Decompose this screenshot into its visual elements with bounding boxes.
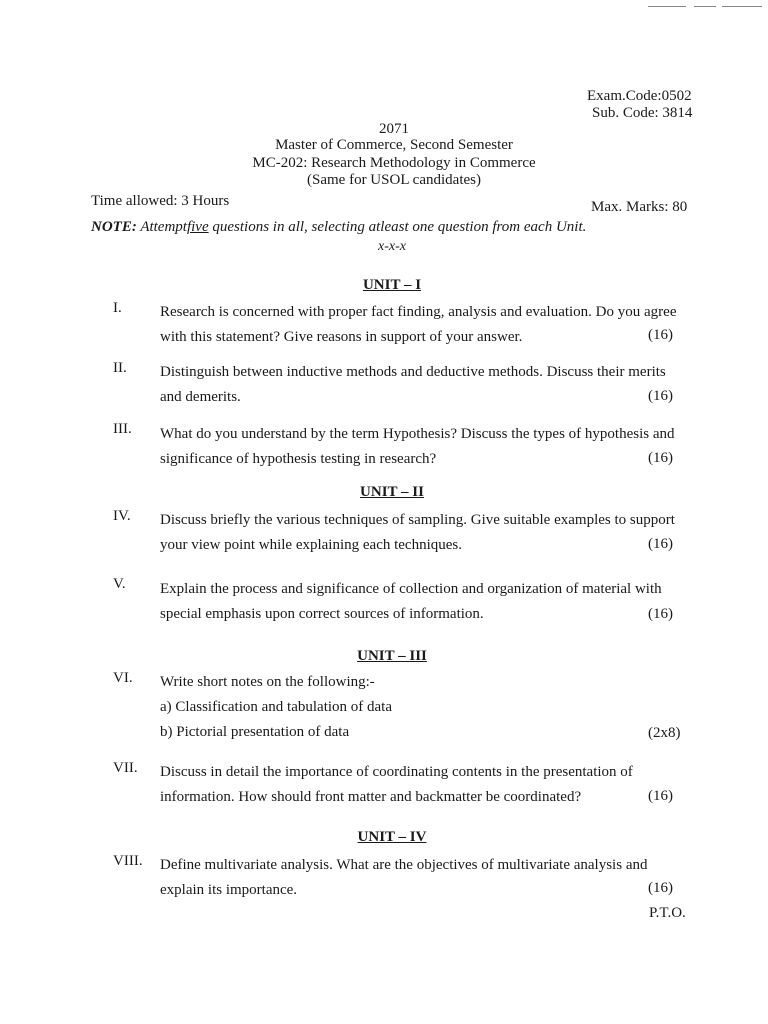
question-2-line-2: and demerits. [160,389,241,405]
question-7 [160,760,695,810]
question-4-marks: (16) [648,536,673,552]
question-number-6: VI. [113,670,133,686]
question-5-line-2: special emphasis upon correct sources of information. [160,606,484,622]
question-7-marks: (16) [648,788,673,804]
question-3-marks: (16) [648,450,673,466]
instruction-note [91,219,586,236]
separator: x-x-x [378,239,406,254]
question-number-7: VII. [113,760,138,776]
question-number-5: V. [113,576,126,592]
question-2 [160,360,695,410]
question-6-line-1: Write short notes on the following:- [160,674,375,690]
note-label: NOTE: [91,219,137,235]
note-five: five [186,219,209,235]
question-7-line-2: information. How should front matter and backmatter be coordinated? [160,789,582,805]
question-4 [160,508,695,558]
usol-note: (Same for USOL candidates) [307,172,481,188]
scan-artifact-line [722,6,762,7]
question-3-line-2: significance of hypothesis testing in research? [160,451,437,467]
question-8-line-1: Define multivariate analysis. What are the objectives of multivariate analysis and [160,857,648,873]
unit-heading-1: UNIT – I [362,277,422,293]
question-4-line-2: your view point while explaining each techniques. [160,537,462,553]
question-number-1: I. [113,300,122,316]
question-8-marks: (16) [648,880,673,896]
unit-heading-2: UNIT – II [360,484,424,500]
scan-artifact-line [648,6,686,7]
question-2-marks: (16) [648,388,673,404]
paper-title: MC-202: Research Methodology in Commerce [252,155,536,171]
question-1 [160,300,695,350]
time-allowed: Time allowed: 3 Hours [91,193,230,209]
unit-heading-4: UNIT – IV [357,829,427,845]
sub-code: Sub. Code: 3814 [592,105,693,121]
max-marks: Max. Marks: 80 [591,199,688,215]
note-text-post: questions in all, selecting atleast one question from each Unit. [212,219,587,235]
question-number-2: II. [113,360,127,376]
exam-year: 2071 [379,121,409,137]
question-number-4: IV. [113,508,131,524]
question-4-line-1: Discuss briefly the various techniques of sampling. Give suitable examples to support [160,512,675,528]
question-6-marks: (2x8) [648,725,681,741]
question-6-option-a: a) Classification and tabulation of data [160,699,393,715]
question-5 [160,577,695,627]
question-7-line-1: Discuss in detail the importance of coordinating contents in the presentation of [160,764,633,780]
please-turn-over: P.T.O. [649,905,686,921]
question-3 [160,422,695,472]
question-number-8: VIII. [113,853,143,869]
question-1-line-1: Research is concerned with proper fact finding, analysis and evaluation. Do you agree [160,304,677,320]
exam-code: Exam.Code:0502 [587,88,692,104]
question-6 [160,670,695,745]
note-text-pre: Attempt [140,219,187,235]
question-8-line-2: explain its importance. [160,882,298,898]
question-1-marks: (16) [648,327,673,343]
question-1-line-2: with this statement? Give reasons in support of your answer. [160,329,523,345]
question-5-marks: (16) [648,606,673,622]
course-title: Master of Commerce, Second Semester [275,137,513,153]
unit-heading-3: UNIT – III [357,648,427,664]
scan-artifact-line [694,6,716,7]
question-6-option-b: b) Pictorial presentation of data [160,724,350,740]
question-number-3: III. [113,421,132,437]
question-3-line-1: What do you understand by the term Hypothesis? Discuss the types of hypothesis and [160,426,675,442]
question-5-line-1: Explain the process and significance of collection and organization of material with [160,581,662,597]
question-8 [160,853,695,903]
question-2-line-1: Distinguish between inductive methods and deductive methods. Discuss their merits [160,364,666,380]
